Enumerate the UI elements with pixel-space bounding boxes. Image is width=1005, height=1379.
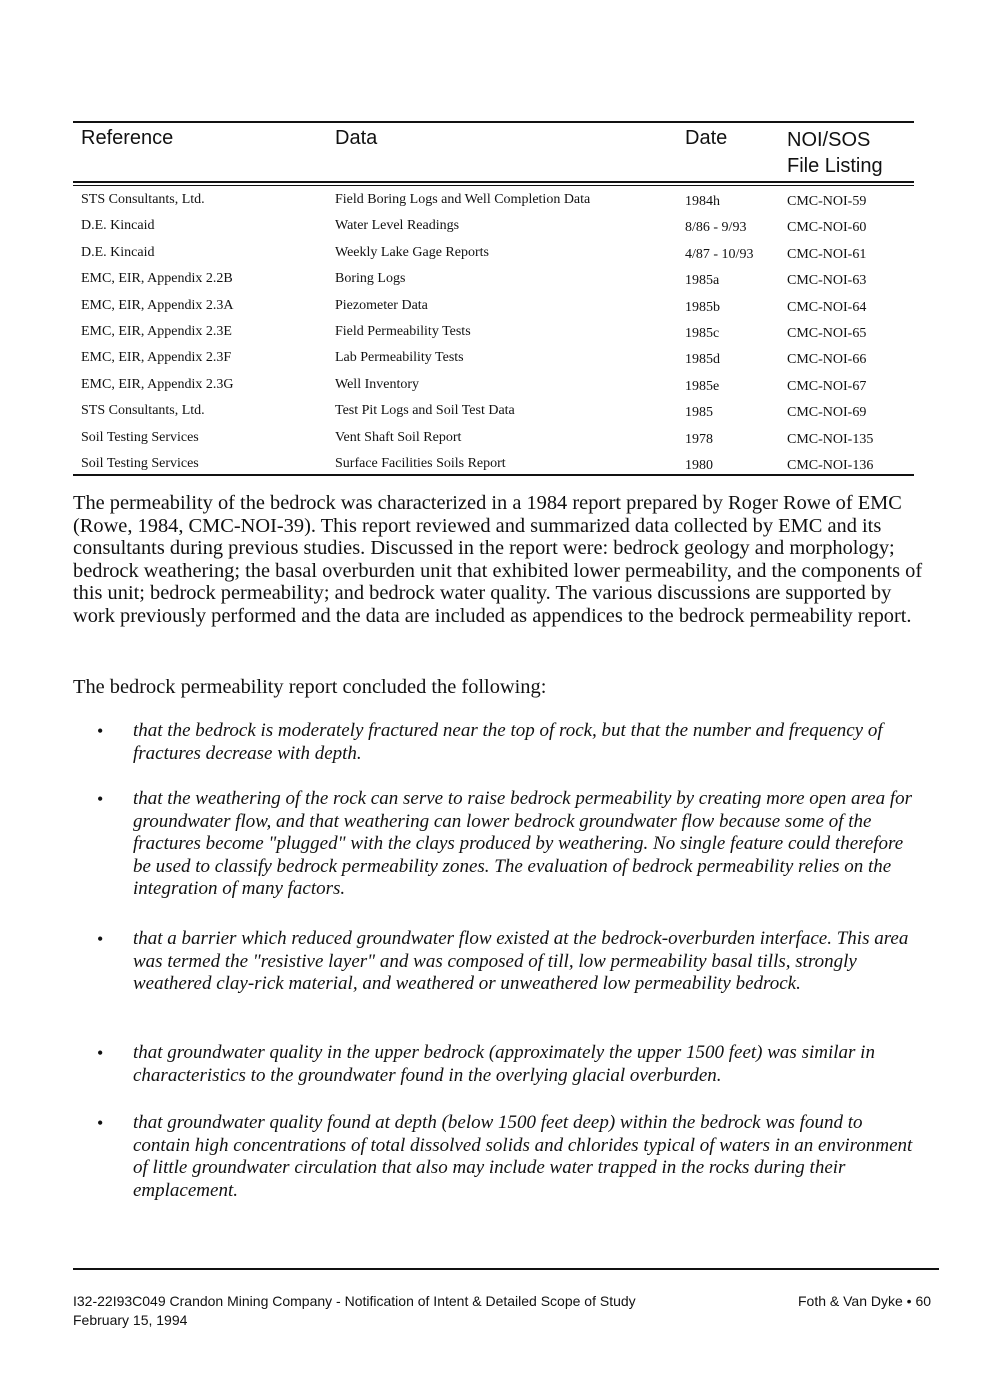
- cell-reference: D.E. Kincaid: [81, 218, 155, 234]
- header-noi-sos: [787, 127, 883, 179]
- bullet-marker: •: [97, 789, 104, 809]
- cell-date: 1980: [685, 457, 713, 473]
- cell-date: 1985: [685, 405, 713, 421]
- cell-date: 1984h: [685, 194, 720, 209]
- footer-document-date: February 15, 1994: [73, 1312, 188, 1328]
- table-row: [73, 214, 914, 240]
- cell-date: 1985e: [685, 378, 720, 394]
- cell-data: Boring Logs: [335, 271, 406, 287]
- table-header-rule-thin: [73, 185, 914, 186]
- table-row: [73, 426, 914, 452]
- cell-noi-sos: CMC-NOI-69: [787, 405, 867, 421]
- table-header: [73, 125, 914, 177]
- cell-date: 4/87 - 10/93: [685, 246, 754, 262]
- cell-date: 1985a: [685, 273, 720, 289]
- cell-data: Water Level Readings: [335, 218, 460, 234]
- cell-date: 1985c: [685, 325, 720, 341]
- cell-noi-sos: CMC-NOI-63: [787, 273, 867, 289]
- cell-reference: EMC, EIR, Appendix 2.3A: [81, 297, 234, 313]
- cell-data: Lab Permeability Tests: [335, 350, 464, 366]
- footer-page-number: Foth & Van Dyke • 60: [798, 1293, 932, 1309]
- cell-noi-sos: CMC-NOI-135: [787, 431, 874, 447]
- list-item-text: that the weathering of the rock can serve to raise bedrock permeability by creating more open area for groundwater flow, and that weathering can lower bedrock groundwater flow because some of the fractures become "plugged" with the clays produced by weathering. No single feature could therefore be used to classify bedrock permeability zones. The evaluation of bedrock permeability relies on the integration of many factors.: [133, 788, 912, 900]
- cell-date: 1985d: [685, 352, 720, 368]
- table-top-rule: [73, 121, 914, 123]
- footer-document-info: [73, 1292, 636, 1330]
- table-row: [73, 373, 914, 399]
- cell-reference: STS Consultants, Ltd.: [81, 403, 205, 419]
- table-body: [73, 188, 914, 478]
- cell-date: 8/86 - 9/93: [685, 220, 747, 236]
- cell-reference: EMC, EIR, Appendix 2.3G: [81, 376, 234, 392]
- list-item-text: that groundwater quality in the upper bedrock (approximately the upper 1500 feet) was similar in characteristics to the groundwater found in the overlying glacial overburden.: [133, 1042, 875, 1086]
- header-data: Data: [335, 127, 378, 149]
- list-item-text: that the bedrock is moderately fractured near the top of rock, but that the number and frequency of fractures decrease with depth.: [133, 720, 883, 764]
- table-row: [73, 320, 914, 346]
- cell-reference: EMC, EIR, Appendix 2.3F: [81, 350, 232, 366]
- footer-rule: [73, 1268, 939, 1270]
- cell-data: Field Boring Logs and Well Completion Data: [335, 192, 591, 207]
- bullet-marker: •: [97, 721, 104, 741]
- bullet-marker: •: [97, 1043, 104, 1063]
- header-date: Date: [685, 127, 728, 149]
- cell-noi-sos: CMC-NOI-67: [787, 378, 867, 394]
- paragraph-conclusions-intro: The bedrock permeability report concluded the following:: [73, 676, 547, 698]
- header-noi-line1: NOI/SOS: [787, 129, 871, 151]
- table-row: [73, 267, 914, 293]
- cell-noi-sos: CMC-NOI-66: [787, 352, 867, 368]
- cell-reference: D.E. Kincaid: [81, 244, 155, 260]
- paragraph-bedrock-permeability: The permeability of the bedrock was characterized in a 1984 report prepared by Roger Rowe of EMC (Rowe, 1984, CMC-NOI-39). This report reviewed and summarized data collected by EMC and its consultants during previous studies. Discussed in the report were: bedrock geology and morphology; bedrock weathering; the basal overburden unit that exhibited lower permeability, and the components of this unit; bedrock permeability; and bedrock water quality. The various discussions are supported by work previously performed and the data are included as appendices to the bedrock permeability report.: [73, 492, 923, 627]
- cell-noi-sos: CMC-NOI-136: [787, 457, 874, 473]
- cell-data: Well Inventory: [335, 376, 420, 392]
- cell-data: Piezometer Data: [335, 297, 428, 313]
- cell-date: 1978: [685, 431, 713, 447]
- cell-reference: EMC, EIR, Appendix 2.3E: [81, 323, 232, 339]
- cell-data: Weekly Lake Gage Reports: [335, 244, 489, 260]
- list-item-text: that a barrier which reduced groundwater flow existed at the bedrock-overburden interface. This area was termed the "resistive layer" and was composed of till, low permeability basal tills, strongly weathered clay-rick material, and weathered or unweathered low permeability bedrock.: [133, 928, 909, 995]
- cell-reference: STS Consultants, Ltd.: [81, 192, 205, 207]
- cell-data: Vent Shaft Soil Report: [335, 429, 462, 445]
- footer-document-title: I32-22I93C049 Crandon Mining Company - Notification of Intent & Detailed Scope of Study: [73, 1293, 636, 1309]
- cell-data: Field Permeability Tests: [335, 323, 471, 339]
- cell-data: Test Pit Logs and Soil Test Data: [335, 403, 515, 419]
- cell-noi-sos: CMC-NOI-64: [787, 299, 867, 315]
- table-row: [73, 346, 914, 372]
- table-row: [73, 399, 914, 425]
- cell-reference: Soil Testing Services: [81, 455, 199, 471]
- cell-noi-sos: CMC-NOI-59: [787, 194, 867, 209]
- bullet-marker: •: [97, 1113, 104, 1133]
- cell-noi-sos: CMC-NOI-60: [787, 220, 867, 236]
- table-row: [73, 294, 914, 320]
- table-row: [73, 241, 914, 267]
- table-bottom-rule: [73, 474, 914, 476]
- list-item-text: that groundwater quality found at depth (below 1500 feet deep) within the bedrock was found to contain high concentrations of total dissolved solids and chlorides typical of waters in an environment of little groundwater circulation that also may include water trapped in the rocks during their emplacement.: [133, 1112, 913, 1201]
- header-noi-line2: File Listing: [787, 155, 883, 177]
- table-header-rule: [73, 181, 914, 183]
- cell-noi-sos: CMC-NOI-61: [787, 246, 867, 262]
- bullet-marker: •: [97, 929, 104, 949]
- cell-reference: EMC, EIR, Appendix 2.2B: [81, 271, 233, 287]
- cell-data: Surface Facilities Soils Report: [335, 455, 506, 471]
- cell-date: 1985b: [685, 299, 720, 315]
- header-reference: Reference: [81, 127, 174, 149]
- cell-noi-sos: CMC-NOI-65: [787, 325, 867, 341]
- table-row: [73, 188, 914, 214]
- cell-reference: Soil Testing Services: [81, 429, 199, 445]
